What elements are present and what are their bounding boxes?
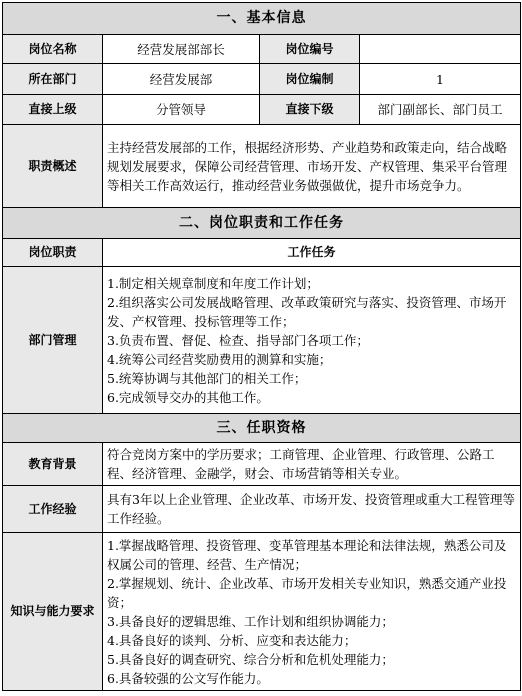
headcount-value: 1 [360,64,521,95]
education-text: 符合竞岗方案中的学历要求；工商管理、企业管理、行政管理、公路工程、经济管理、金融学，财会、市场营销等相关专业。 [103,443,521,486]
skill-item: 5.具备良好的调查研究、综合分析和危机处理能力； [107,651,394,667]
duty-column-header: 岗位职责 [3,239,103,267]
superior-label: 直接上级 [3,95,103,125]
department-management-label: 部门管理 [3,267,103,414]
skills-label: 知识与能力要求 [3,533,103,691]
task-list [103,267,521,414]
section-qualifications-header: 三、任职资格 [3,414,521,443]
skill-item: 2.掌握规划、统计、企业改革、市场开发相关专业知识，熟悉交通产业投资； [107,575,507,610]
superior-value: 分管领导 [103,95,260,125]
task-item: 5.统筹协调与其他部门的相关工作； [107,370,307,386]
skill-item: 4.具备良好的谈判、分析、应变和表达能力； [107,632,357,648]
headcount-label: 岗位编制 [260,64,360,95]
summary-text: 主持经营发展部的工作，根据经济形势、产业趋势和政策走向，结合战略规划发展要求，保障公司经营管理、市场开发、产权管理、集采平台管理等相关工作高效运行，推动经营业务做强做优，提升市场竞争力。 [103,125,521,208]
position-code-value [360,35,521,64]
job-description-sheet [2,2,520,691]
section-duties-header: 二、岗位职责和工作任务 [3,208,521,239]
skill-item: 3.具备良好的逻辑思维、工作计划和组织协调能力； [107,613,394,629]
department-value: 经营发展部 [103,64,260,95]
skills-list [103,533,521,691]
education-label: 教育背景 [3,443,103,486]
task-item: 6.完成领导交办的其他工作。 [107,389,269,405]
skill-item: 6.具备较强的公文写作能力。 [107,670,269,686]
position-name-value: 经营发展部部长 [103,35,260,64]
task-item: 4.统筹公司经营奖励费用的测算和实施； [107,351,332,367]
summary-label: 职责概述 [3,125,103,208]
task-column-header: 工作任务 [103,239,521,267]
skill-item: 1.掌握战略管理、投资管理、变革管理基本理论和法律法规，熟悉公司及权属公司的管理、经营、生产情况； [107,537,507,572]
department-label: 所在部门 [3,64,103,95]
subordinate-value: 部门副部长、部门员工 [360,95,521,125]
section-basic-info-header: 一、基本信息 [3,3,521,35]
position-name-label: 岗位名称 [3,35,103,64]
position-code-label: 岗位编号 [260,35,360,64]
job-description-table [2,2,521,691]
task-item: 1.制定相关规章制度和年度工作计划； [107,275,319,291]
experience-text: 具有3年以上企业管理、企业改革、市场开发、投资管理或重大工程管理等工作经验。 [103,486,521,533]
subordinate-label: 直接下级 [260,95,360,125]
task-item: 2.组织落实公司发展战略管理、改革政策研究与落实、投资管理、市场开发、产权管理、投标管理等工作； [107,294,507,329]
experience-label: 工作经验 [3,486,103,533]
task-item: 3.负责布置、督促、检查、指导部门各项工作； [107,332,369,348]
